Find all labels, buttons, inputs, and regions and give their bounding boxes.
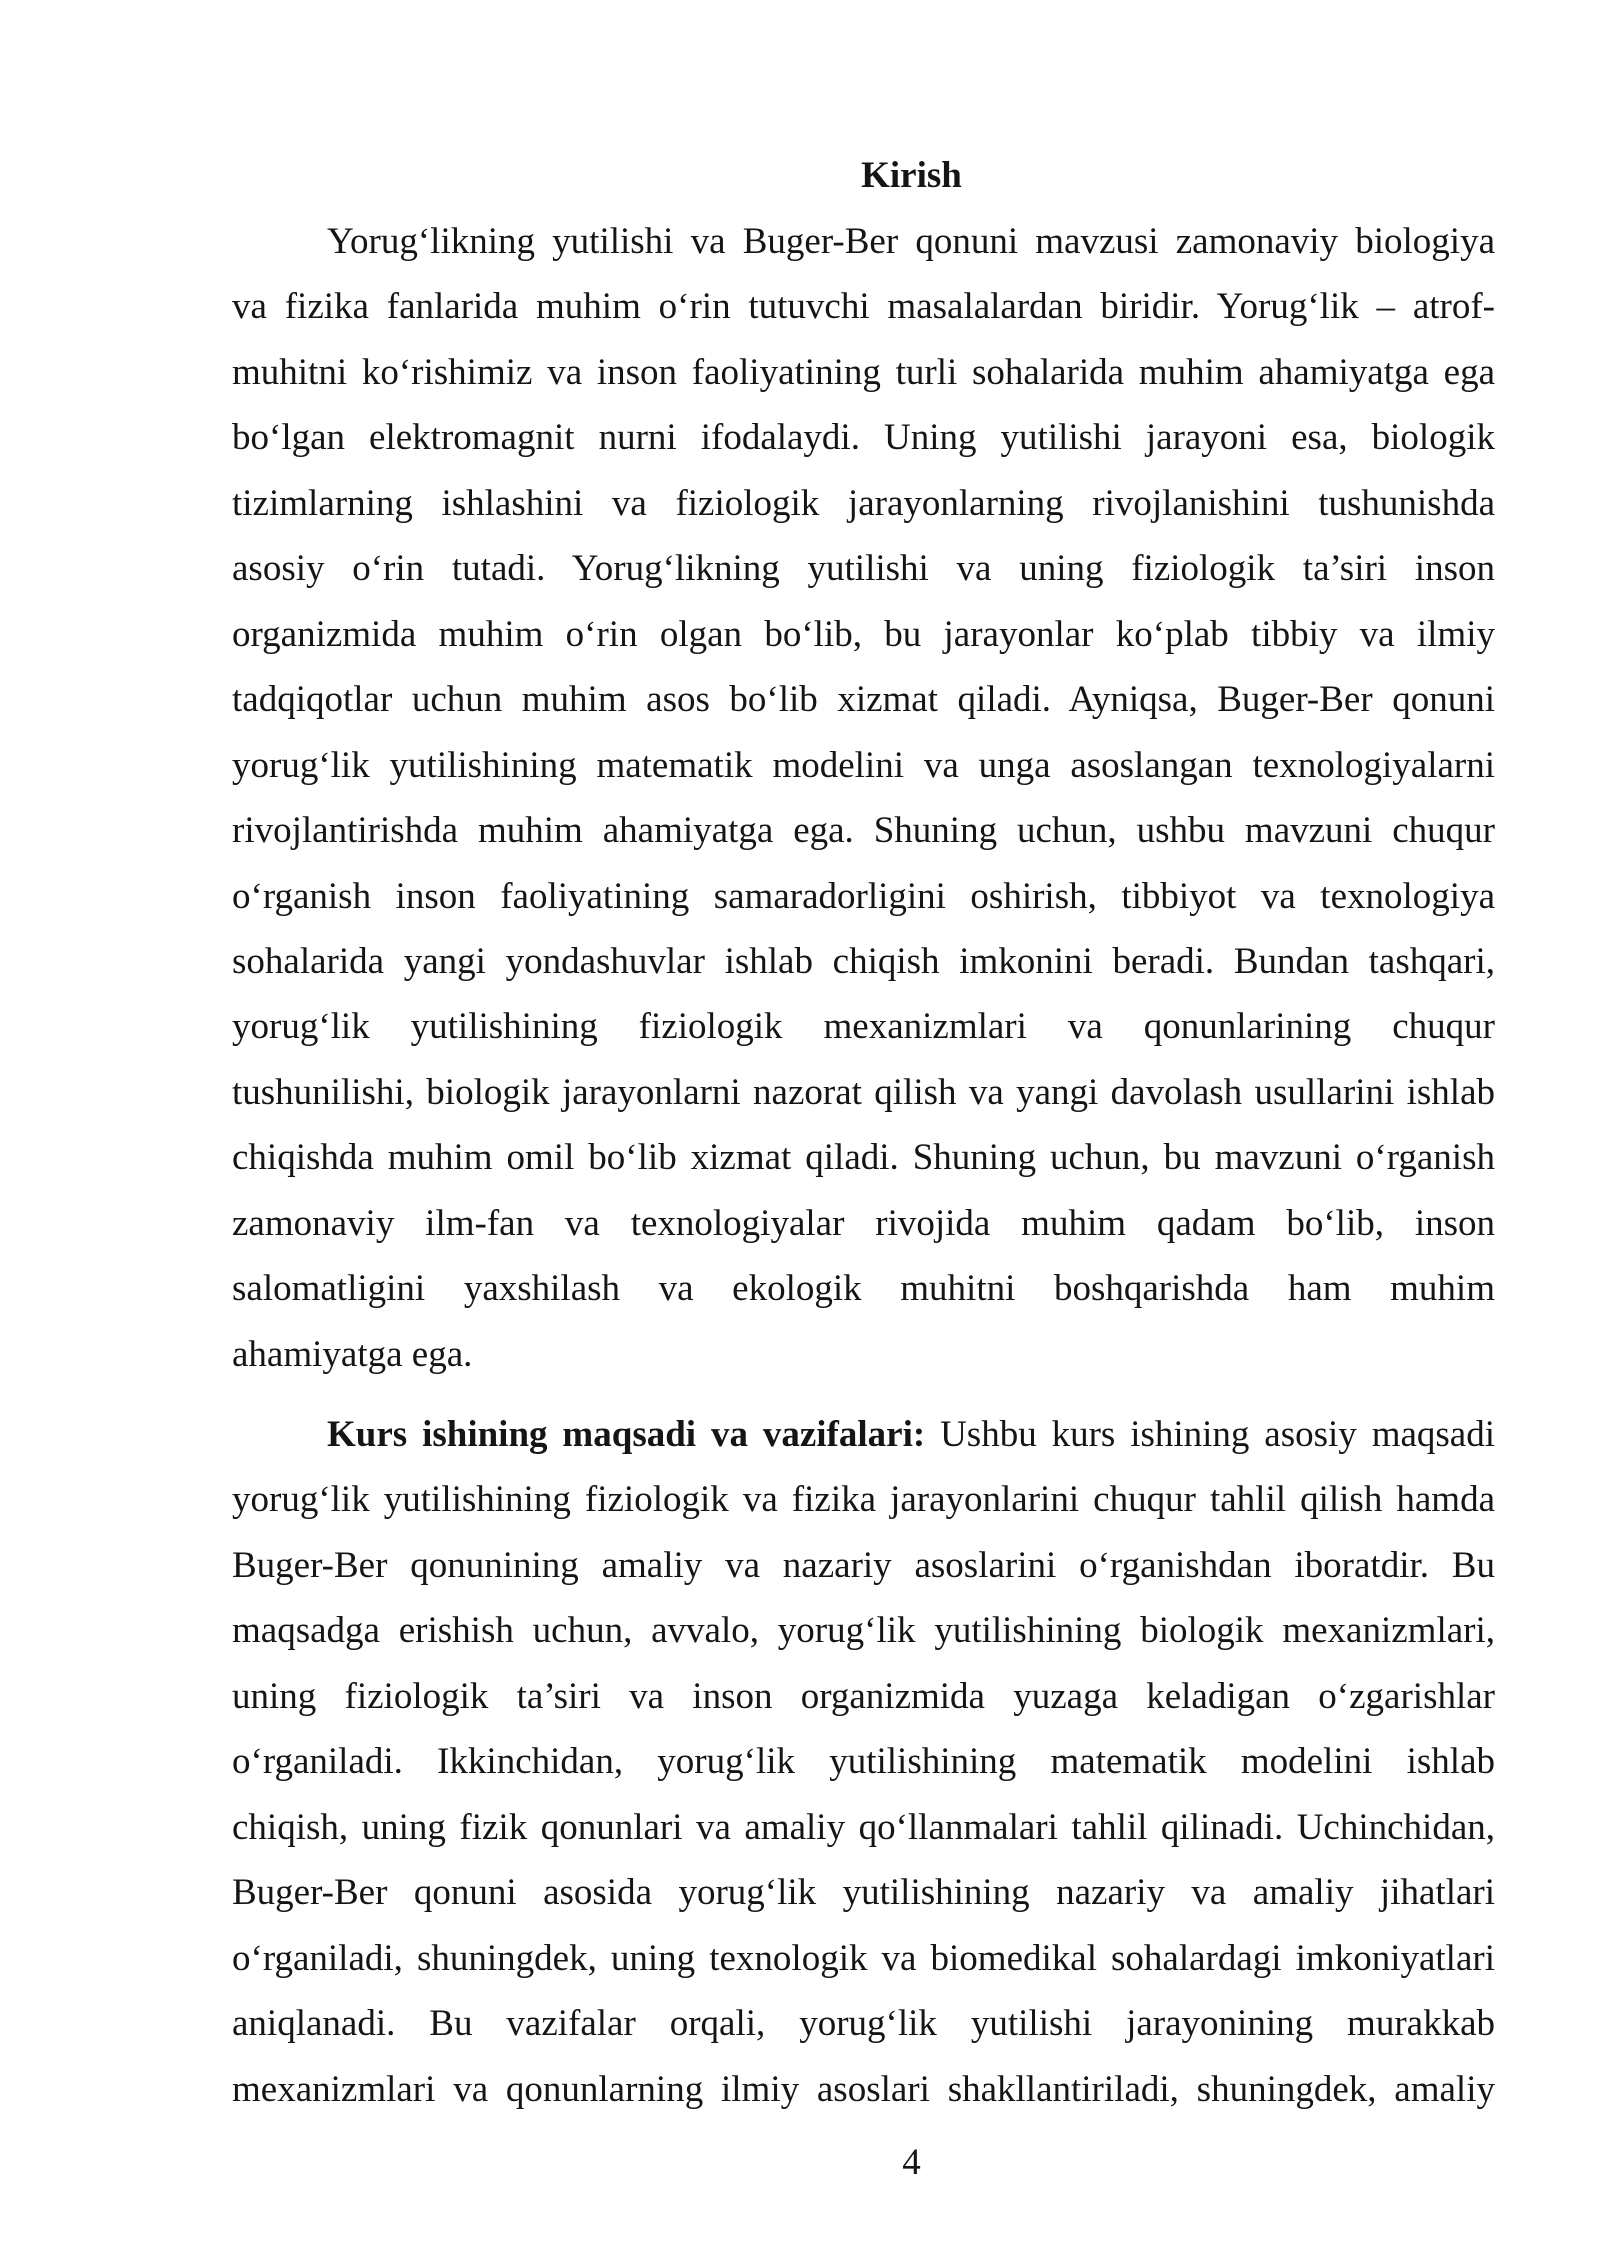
- goals-first-line-text: Ushbu kurs ishining asosiy maqsadi: [940, 1414, 1496, 1455]
- paragraph-line: [232, 1402, 1495, 1467]
- paragraph-line: muhitni ko‘rishimiz va inson faoliyatining turli sohalarida muhim ahamiyatga ega: [232, 351, 1495, 393]
- page-number: 4: [902, 2142, 921, 2183]
- paragraph-line: rivojlantirishda muhim ahamiyatga ega. Shuning uchun, ushbu mavzuni chuqur: [232, 810, 1495, 852]
- paragraph-line: Yorug‘likning yutilishi va Buger-Ber qonuni mavzusi zamonaviy biologiya: [327, 221, 1495, 262]
- paragraph-line: salomatligini yaxshilash va ekologik muhitni boshqarishda ham muhim: [232, 1268, 1495, 1310]
- paragraph-line: bo‘lgan elektromagnit nurni ifodalaydi. Uning yutilishi jarayoni esa, biologik: [232, 417, 1495, 459]
- paragraph-line: asosiy o‘rin tutadi. Yorug‘likning yutilishi va uning fiziologik ta’siri inson: [232, 548, 1495, 590]
- paragraph-line: Buger-Ber qonunining amaliy va nazariy asoslarini o‘rganishdan iboratdir. Bu: [232, 1544, 1495, 1586]
- paragraph-line: chiqish, uning fizik qonunlari va amaliy qo‘llanmalari tahlil qilinadi. Uchinchidan,: [232, 1806, 1495, 1848]
- paragraph-line: o‘rganiladi, shuningdek, uning texnologik va biomedikal sohalardagi imkoniyatlari: [232, 1937, 1495, 1979]
- paragraph-line: yorug‘lik yutilishining fiziologik mexanizmlari va qonunlarining chuqur: [232, 1006, 1495, 1048]
- paragraph-line: uning fiziologik ta’siri va inson organizmida yuzaga keladigan o‘zgarishlar: [232, 1675, 1495, 1717]
- paragraph-line: sohalarida yangi yondashuvlar ishlab chiqish imkonini beradi. Bundan tashqari,: [232, 940, 1495, 982]
- paragraph-line: Buger-Ber qonuni asosida yorug‘lik yutilishining nazariy va amaliy jihatlari: [232, 1872, 1495, 1914]
- section-title: Kirish: [861, 155, 962, 196]
- intro-paragraph: [232, 209, 1495, 1387]
- paragraph-line: mexanizmlari va qonunlarning ilmiy asoslari shakllantiriladi, shuningdek, amaliy: [232, 2068, 1495, 2110]
- paragraph-line: tadqiqotlar uchun muhim asos bo‘lib xizmat qiladi. Ayniqsa, Buger-Ber qonuni: [232, 679, 1495, 721]
- goals-paragraph: [232, 1402, 1495, 2122]
- paragraph-line: yorug‘lik yutilishining fiziologik va fizika jarayonlarini chuqur tahlil qilish hamda: [232, 1479, 1495, 1521]
- paragraph-line: organizmida muhim o‘rin olgan bo‘lib, bu jarayonlar ko‘plab tibbiy va ilmiy: [232, 613, 1495, 655]
- paragraph-line: va fizika fanlarida muhim o‘rin tutuvchi masalalardan biridir. Yorug‘lik – atrof-: [232, 286, 1495, 328]
- paragraph-line: maqsadga erishish uchun, avvalo, yorug‘lik yutilishining biologik mexanizmlari,: [232, 1610, 1495, 1652]
- paragraph-line: o‘rganish inson faoliyatining samaradorligini oshirish, tibbiyot va texnologiya: [232, 875, 1495, 917]
- goals-heading: Kurs ishining maqsadi va vazifalari:: [327, 1414, 926, 1455]
- paragraph-line: aniqlanadi. Bu vazifalar orqali, yorug‘lik yutilishi jarayonining murakkab: [232, 2003, 1495, 2045]
- paragraph-line: chiqishda muhim omil bo‘lib xizmat qiladi. Shuning uchun, bu mavzuni o‘rganish: [232, 1137, 1495, 1179]
- paragraph-line: ahamiyatga ega.: [232, 1333, 473, 1375]
- paragraph-line: tushunilishi, biologik jarayonlarni nazorat qilish va yangi davolash usullarini ishlab: [232, 1071, 1495, 1113]
- paragraph-line: o‘rganiladi. Ikkinchidan, yorug‘lik yutilishining matematik modelini ishlab: [232, 1741, 1495, 1783]
- paragraph-line: tizimlarning ishlashini va fiziologik jarayonlarning rivojlanishini tushunishda: [232, 482, 1495, 524]
- paragraph-line: yorug‘lik yutilishining matematik modelini va unga asoslangan texnologiyalarni: [232, 744, 1495, 786]
- paragraph-line: zamonaviy ilm-fan va texnologiyalar rivojida muhim qadam bo‘lib, inson: [232, 1202, 1495, 1244]
